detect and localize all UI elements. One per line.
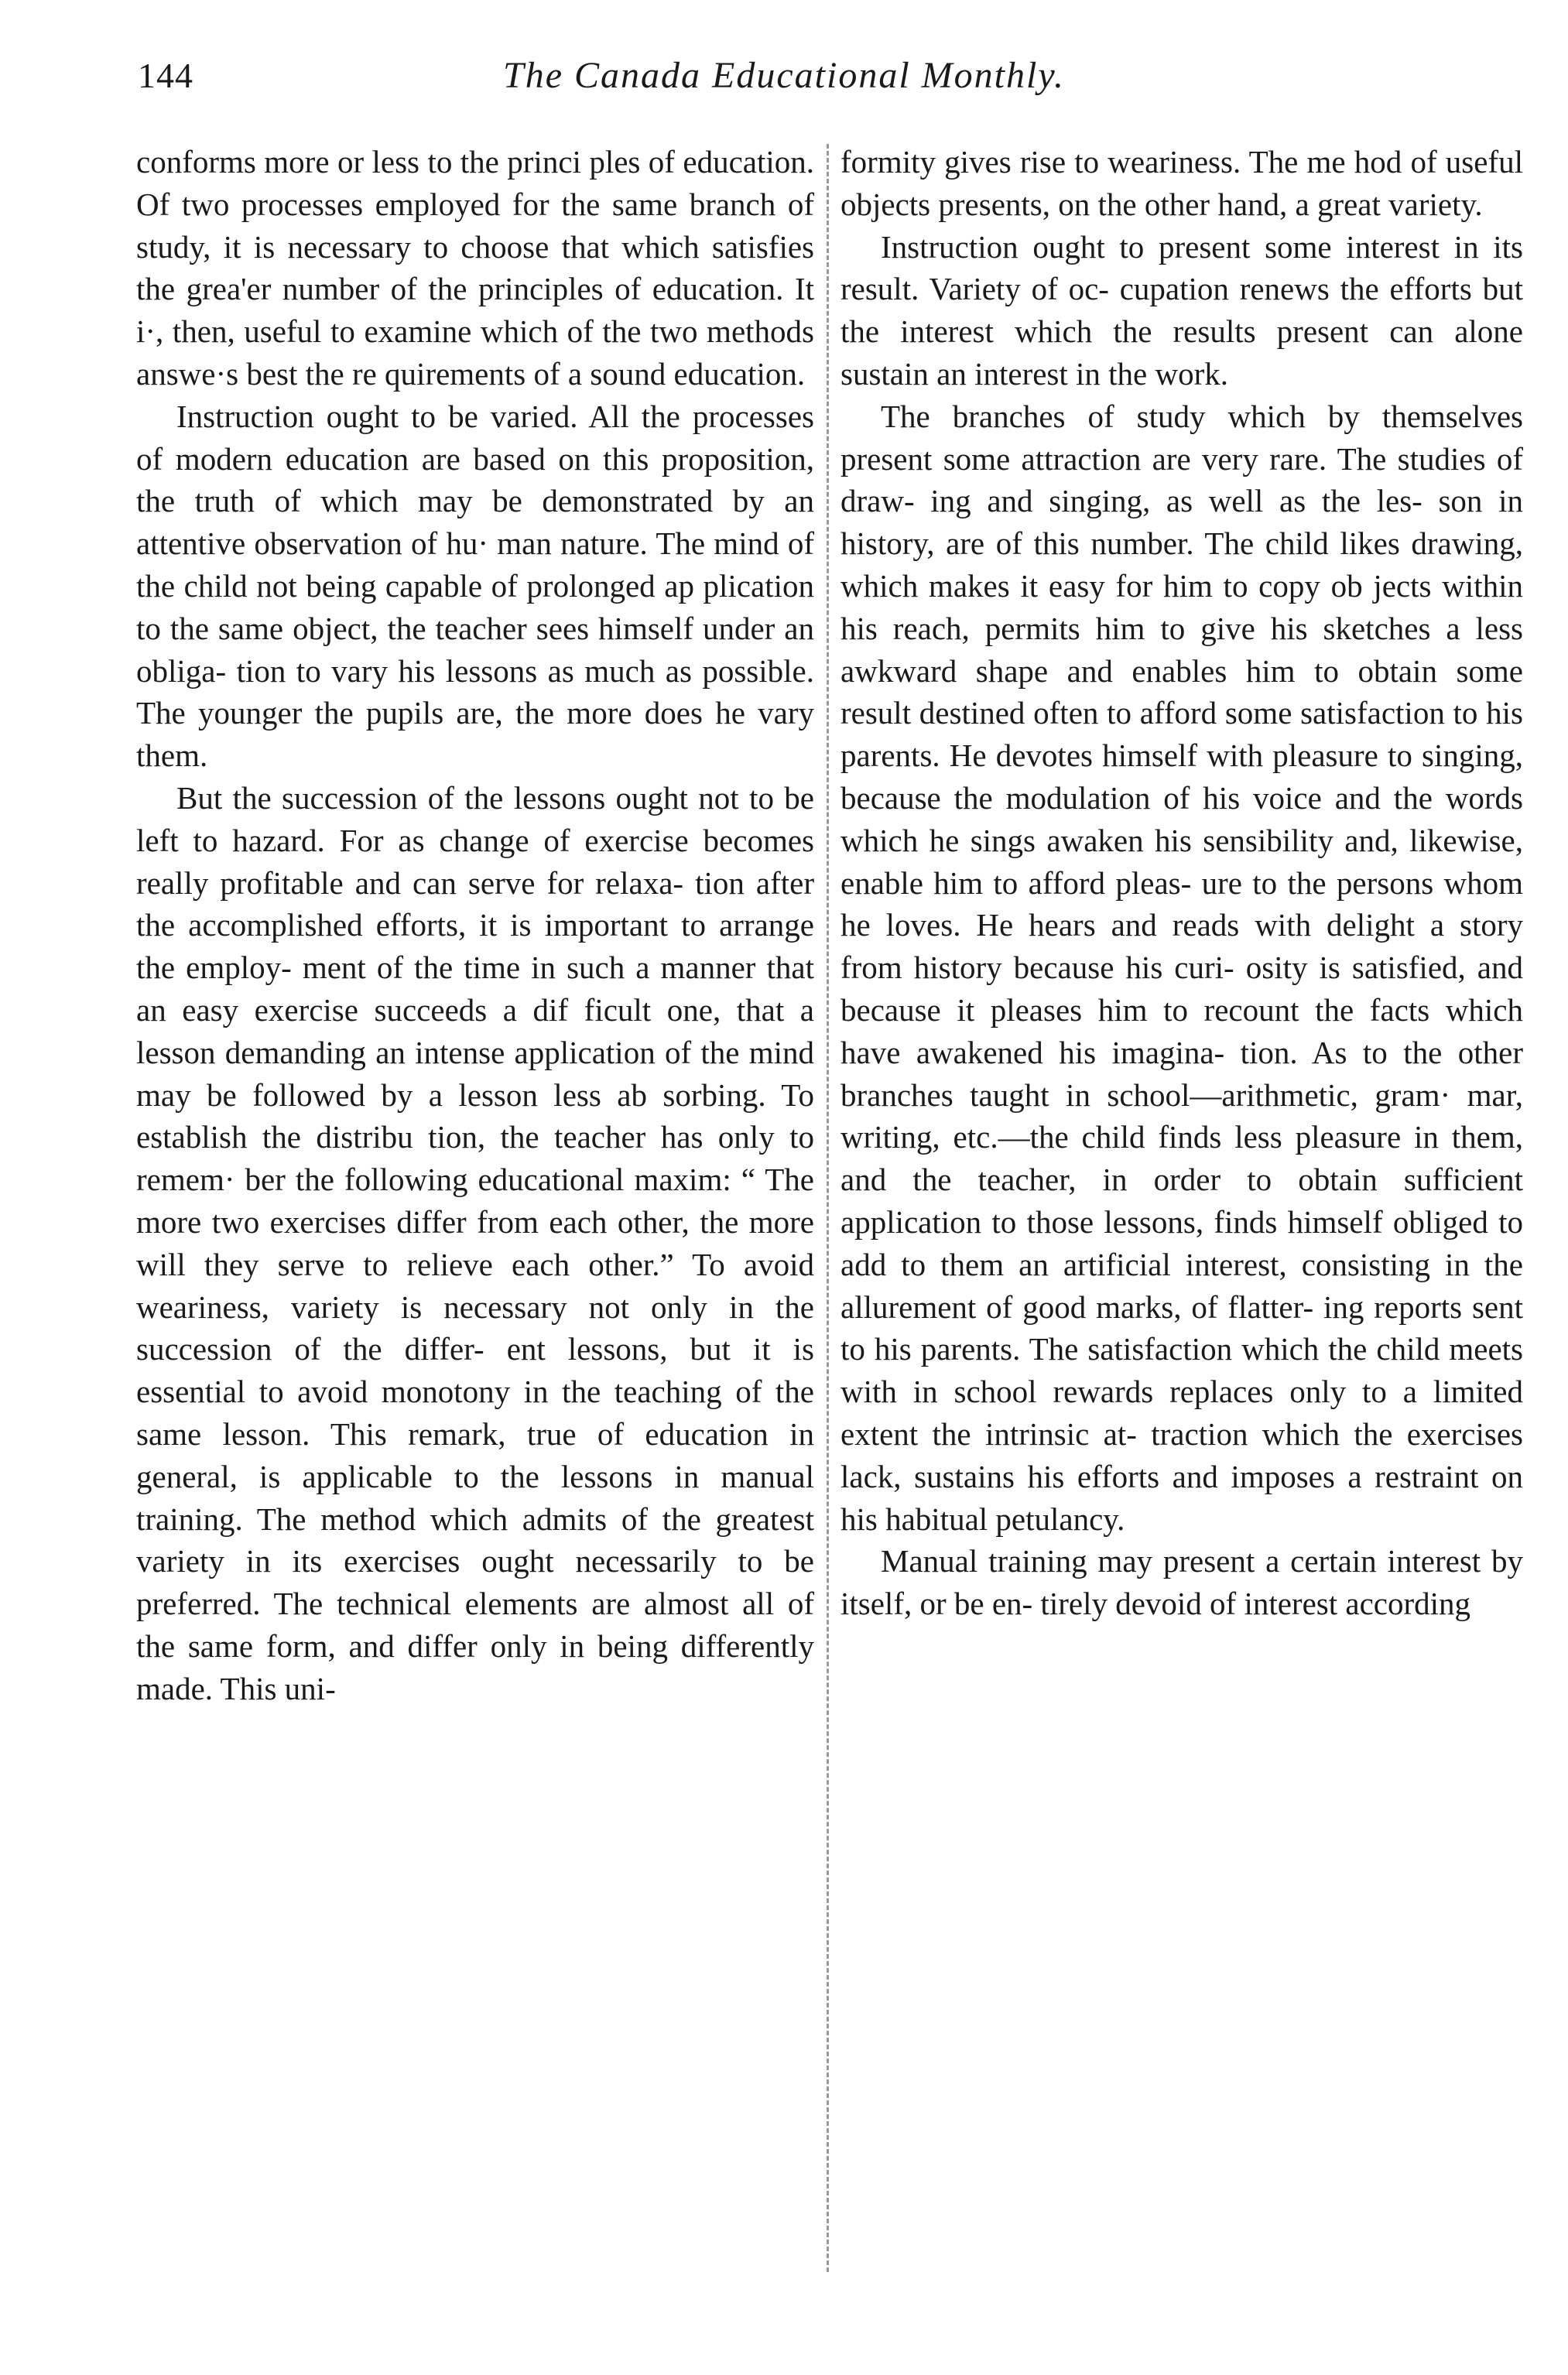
paragraph: formity gives rise to weariness. The me hod of useful objects presents, on the other hand, a great variety.	[840, 144, 1523, 222]
paragraph: Instruction ought to be varied. All the processes of modern education are based on this proposition, the truth of which may be demonstrated by an attentive observation of hu· man nature. The mind of the child not being capable of prolonged ap plication to the same object, the teacher sees himself under an obliga- tion to vary his lessons as much as possible. The younger the pupils are, the more does he vary them.	[136, 398, 814, 774]
running-title: The Canada Educational Monthly.	[503, 55, 1065, 96]
paragraph: conforms more or less to the princi ples of education. Of two processes employed for the same branch of study, it is necessary to choose that which satisfies the grea'er number of the principles of education. It i·, then, useful to examine which of the two methods answe·s best the re quirements of a sound education.	[136, 144, 814, 392]
paragraph: Manual training may present a certain interest by itself, or be en- tirely devoid of interest according	[840, 1543, 1523, 1622]
page-number: 144	[138, 56, 193, 95]
paragraph: The branches of study which by themselves present some attraction are very rare. The studies of draw- ing and singing, as well as the les- son in history, are of this number. The child likes drawing, which makes it easy for him to copy ob jects within his reach, permits him to give his sketches a less awkward shape and enables him to obtain some result destined often to afford some satisfaction to his parents. He devotes himself with pleasure to singing, because the modulation of his voice and the words which he sings awaken his sensibility and, likewise, enable him to afford pleas- ure to the persons whom he loves. He hears and reads with delight a story from history because his curi- osity is satisfied, and because it pleases him to recount the facts which have awakened his imagina- tion. As to the other branches taught in school—arithmetic, gram· mar, writing, etc.—the child finds less pleasure in them, and the teacher, in order to obtain sufficient application to those lessons, finds himself obliged to add to them an artificial interest, consisting in the allurement of good marks, of flatter- ing reports sent to his parents. The satisfaction which the child meets with in school rewards replaces only to a limited extent the intrinsic at- traction which the exercises lack, sustains his efforts and imposes a restraint on his habitual petulancy.	[840, 398, 1523, 1537]
paragraph: But the succession of the lessons ought not to be left to hazard. For as change of exercise becomes really profitable and can serve for relaxa- tion after the accomplished efforts, it is important to arrange the employ- ment of the time in such a manner that an easy exercise succeeds a dif ficult one, that a lesson demanding an intense application of the mind may be followed by a lesson less ab sorbing. To establish the distribu tion, the teacher has only to remem· ber the following educational maxim: “ The more two exercises differ from each other, the more will they serve to relieve each other.” To avoid weariness, variety is necessary not only in the succession of the differ- ent lessons, but it is essential to avoid monotony in the teaching of the same lesson. This remark, true of education in general, is applicable to the lessons in manual training. The method which admits of the greatest variety in its exercises ought necessarily to be preferred. The technical elements are almost all of the same form, and differ only in being differently made. This uni-	[136, 779, 814, 1706]
page-header	[0, 45, 1568, 107]
right-column	[840, 141, 1523, 1625]
column-divider	[827, 144, 829, 2272]
left-column	[136, 141, 814, 1709]
paragraph: Instruction ought to present some interest in its result. Variety of oc- cupation renews the efforts but the interest which the results present can alone sustain an interest in the work.	[840, 228, 1523, 392]
